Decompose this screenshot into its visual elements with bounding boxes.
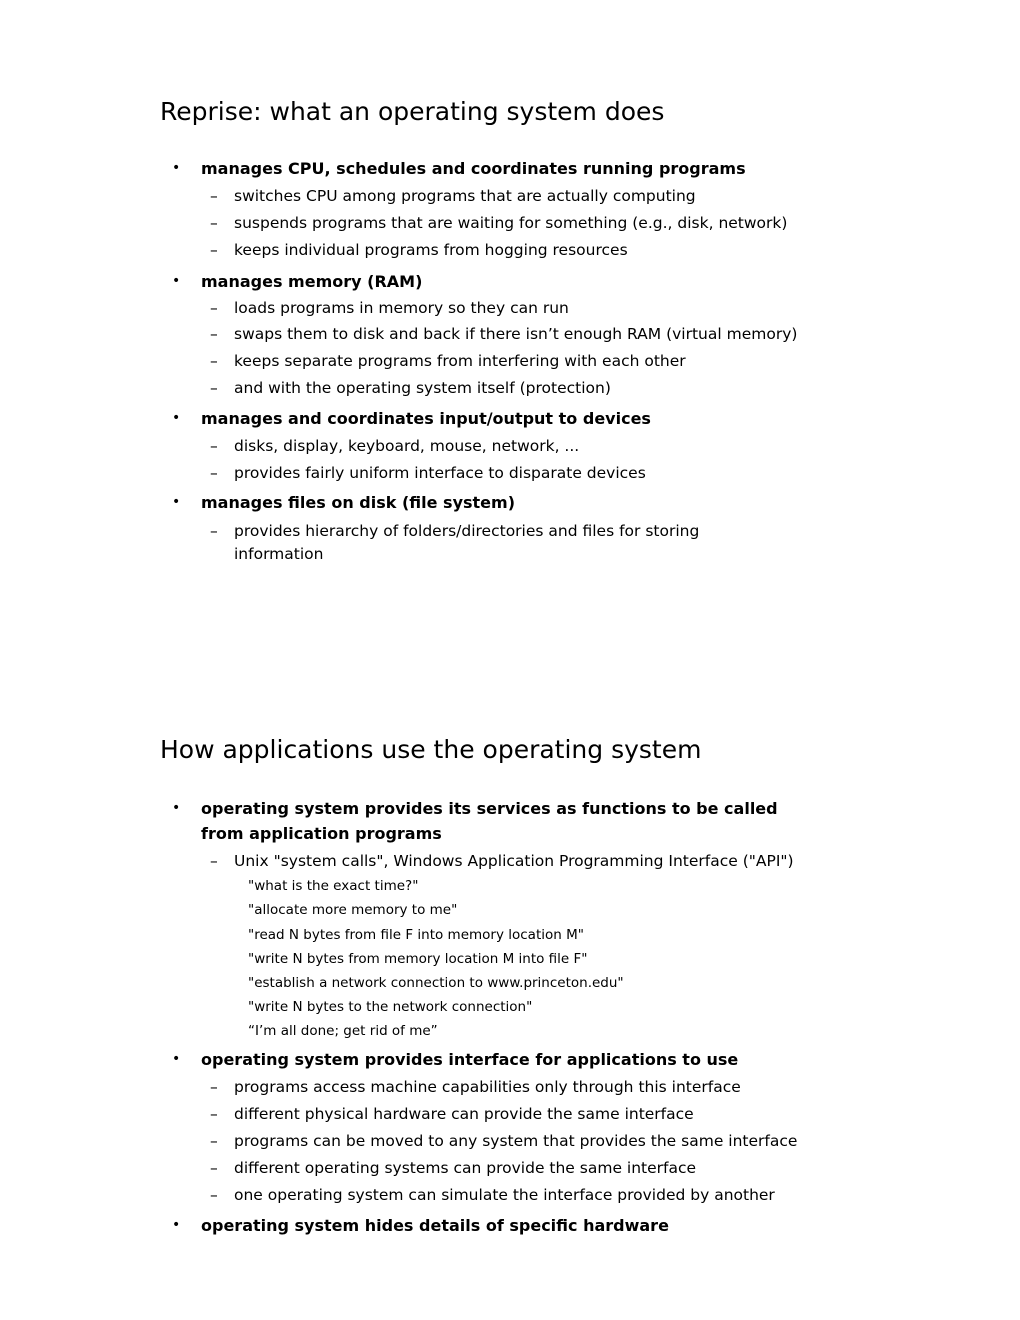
sub-item <box>210 852 794 870</box>
example-call <box>248 1001 532 1015</box>
example-call <box>248 904 457 918</box>
sub-item-text: and with the operating system itself (protection) <box>234 379 611 397</box>
bullet-item <box>172 272 423 291</box>
dash-icon: – <box>210 522 218 540</box>
bullet-icon: • <box>172 160 181 176</box>
section-title-text: How applications use the operating system <box>160 735 702 764</box>
sub-item <box>210 1132 798 1150</box>
sub-item-text: different physical hardware can provide the same interface <box>234 1105 694 1123</box>
sub-item <box>210 299 569 317</box>
sub-item <box>210 1078 741 1096</box>
sub-item-text: provides hierarchy of folders/directories and files for storing <box>234 522 700 540</box>
dash-icon: – <box>210 241 218 259</box>
sub-item-continuation-text: information <box>234 545 324 563</box>
sub-item-text: swaps them to disk and back if there isn’t enough RAM (virtual memory) <box>234 325 798 343</box>
sub-item <box>210 379 611 397</box>
bullet-item <box>172 493 516 512</box>
example-call <box>248 1025 438 1039</box>
section-title <box>160 99 664 124</box>
example-call-text: "write N bytes from memory location M into file F" <box>248 951 588 967</box>
bullet-item-text: manages and coordinates input/output to devices <box>201 409 651 428</box>
example-call-text: "establish a network connection to www.princeton.edu" <box>248 975 624 991</box>
bullet-item-continuation <box>201 826 442 842</box>
example-call <box>248 977 624 991</box>
sub-item <box>210 1159 697 1177</box>
dash-icon: – <box>210 214 218 232</box>
sub-item-text: keeps individual programs from hogging resources <box>234 241 628 259</box>
dash-icon: – <box>210 464 218 482</box>
sub-item-text: keeps separate programs from interfering with each other <box>234 352 686 370</box>
section-title-text: Reprise: what an operating system does <box>160 97 665 126</box>
dash-icon: – <box>210 1078 218 1096</box>
example-call <box>248 953 588 967</box>
sub-item-text: disks, display, keyboard, mouse, network, ... <box>234 437 580 455</box>
bullet-item-text: operating system provides interface for applications to use <box>201 1050 739 1069</box>
bullet-item-text: manages CPU, schedules and coordinates running programs <box>201 159 746 178</box>
sub-item <box>210 187 696 205</box>
bullet-item-text: operating system provides its services as functions to be called <box>201 799 778 818</box>
dash-icon: – <box>210 1186 218 1204</box>
bullet-icon: • <box>172 1217 181 1233</box>
sub-item-text: different operating systems can provide the same interface <box>234 1159 697 1177</box>
dash-icon: – <box>210 379 218 397</box>
example-call-text: "allocate more memory to me" <box>248 902 458 918</box>
dash-icon: – <box>210 299 218 317</box>
example-call <box>248 880 418 894</box>
bullet-icon: • <box>172 273 181 289</box>
bullet-item-text: operating system hides details of specific hardware <box>201 1216 669 1235</box>
sub-item <box>210 522 700 540</box>
example-call-text: "write N bytes to the network connection" <box>248 999 533 1015</box>
dash-icon: – <box>210 1159 218 1177</box>
example-call-text: "read N bytes from file F into memory location M" <box>248 927 584 943</box>
bullet-icon: • <box>172 494 181 510</box>
sub-item-text: provides fairly uniform interface to disparate devices <box>234 464 646 482</box>
sub-item <box>210 464 646 482</box>
bullet-icon: • <box>172 410 181 426</box>
bullet-item <box>172 799 778 818</box>
dash-icon: – <box>210 352 218 370</box>
bullet-icon: • <box>172 1051 181 1067</box>
example-call-text: "what is the exact time?" <box>248 878 419 894</box>
example-call <box>248 929 584 943</box>
sub-item-continuation <box>234 547 323 563</box>
sub-item <box>210 1105 694 1123</box>
sub-item <box>210 325 798 343</box>
bullet-item <box>172 409 651 428</box>
dash-icon: – <box>210 852 218 870</box>
bullet-item <box>172 1216 669 1235</box>
bullet-item-text: manages memory (RAM) <box>201 272 423 291</box>
sub-item-text: programs access machine capabilities only through this interface <box>234 1078 741 1096</box>
sub-item <box>210 241 628 259</box>
sub-item-text: one operating system can simulate the interface provided by another <box>234 1186 775 1204</box>
dash-icon: – <box>210 187 218 205</box>
sub-item-text: Unix "system calls", Windows Application Programming Interface ("API") <box>234 852 794 870</box>
dash-icon: – <box>210 1132 218 1150</box>
sub-item <box>210 214 788 232</box>
sub-item <box>210 437 580 455</box>
dash-icon: – <box>210 437 218 455</box>
bullet-item-text: manages files on disk (file system) <box>201 493 516 512</box>
sub-item-text: switches CPU among programs that are actually computing <box>234 187 696 205</box>
dash-icon: – <box>210 1105 218 1123</box>
example-call-text: “I’m all done; get rid of me” <box>248 1023 438 1039</box>
dash-icon: – <box>210 325 218 343</box>
bullet-item-continuation-text: from application programs <box>201 824 442 843</box>
bullet-item <box>172 159 746 178</box>
sub-item <box>210 352 686 370</box>
sub-item-text: loads programs in memory so they can run <box>234 299 569 317</box>
bullet-icon: • <box>172 800 181 816</box>
section-title <box>160 737 701 762</box>
bullet-item <box>172 1050 739 1069</box>
sub-item-text: suspends programs that are waiting for something (e.g., disk, network) <box>234 214 788 232</box>
sub-item-text: programs can be moved to any system that provides the same interface <box>234 1132 798 1150</box>
sub-item <box>210 1186 775 1204</box>
